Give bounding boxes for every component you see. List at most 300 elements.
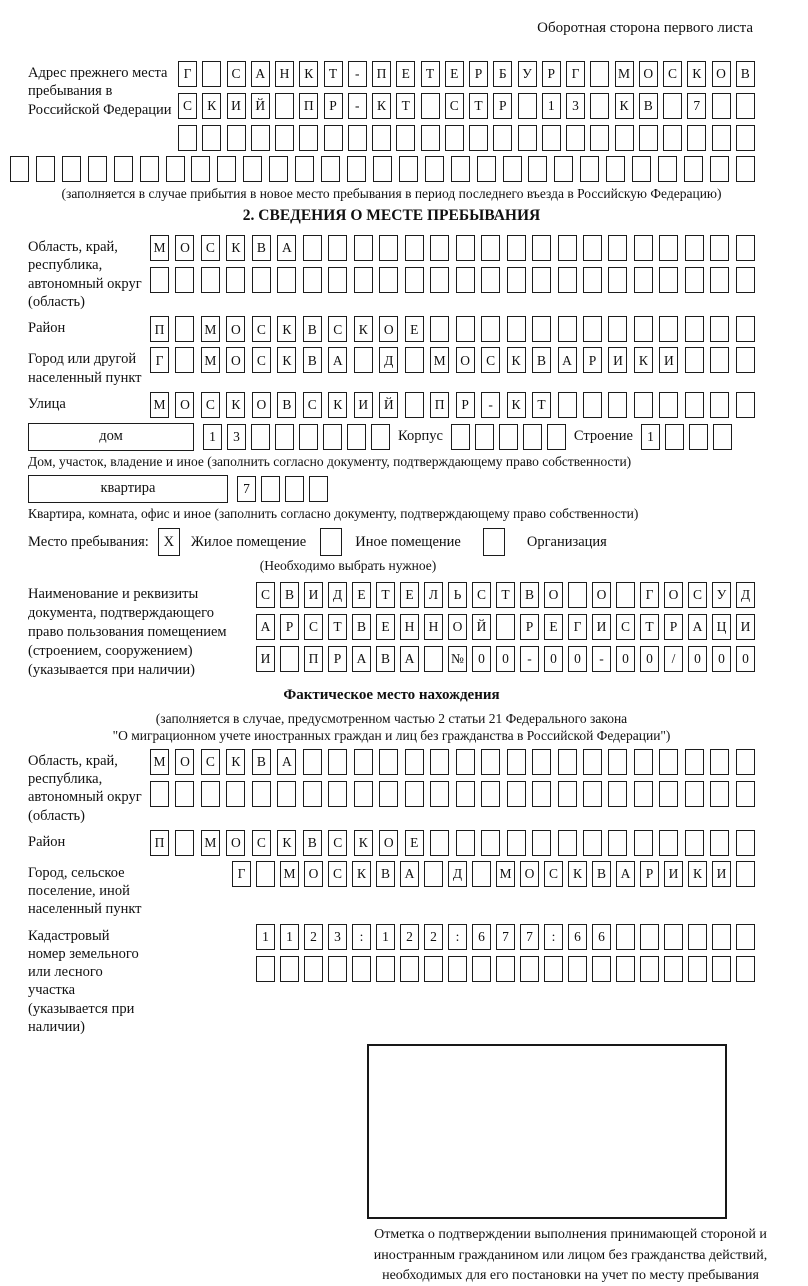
- char-cell[interactable]: В: [303, 830, 322, 856]
- char-cell[interactable]: М: [201, 830, 220, 856]
- char-cell[interactable]: [544, 956, 563, 982]
- char-cell[interactable]: О: [226, 830, 245, 856]
- char-cell[interactable]: [558, 235, 577, 261]
- char-cell[interactable]: [400, 956, 419, 982]
- char-cell[interactable]: [304, 956, 323, 982]
- char-cell[interactable]: [354, 267, 373, 293]
- char-cell[interactable]: П: [150, 830, 169, 856]
- char-cell[interactable]: [275, 93, 294, 119]
- char-cell[interactable]: П: [430, 392, 449, 418]
- char-cell[interactable]: [736, 749, 755, 775]
- char-cell[interactable]: [430, 316, 449, 342]
- char-cell[interactable]: С: [445, 93, 464, 119]
- char-cell[interactable]: Г: [178, 61, 197, 87]
- char-cell[interactable]: [379, 267, 398, 293]
- char-cell[interactable]: [685, 392, 704, 418]
- char-cell[interactable]: Е: [352, 582, 371, 608]
- char-cell[interactable]: [303, 267, 322, 293]
- char-cell[interactable]: [275, 125, 294, 151]
- char-cell[interactable]: [583, 267, 602, 293]
- char-cell[interactable]: И: [659, 347, 678, 373]
- char-cell[interactable]: [430, 830, 449, 856]
- char-cell[interactable]: [688, 956, 707, 982]
- char-cell[interactable]: Р: [324, 93, 343, 119]
- char-cell[interactable]: О: [448, 614, 467, 640]
- char-cell[interactable]: Т: [532, 392, 551, 418]
- char-cell[interactable]: [687, 125, 706, 151]
- char-cell[interactable]: Г: [568, 614, 587, 640]
- char-cell[interactable]: У: [712, 582, 731, 608]
- char-cell[interactable]: Е: [445, 61, 464, 87]
- char-cell[interactable]: :: [448, 924, 467, 950]
- char-cell[interactable]: [376, 956, 395, 982]
- char-cell[interactable]: [558, 830, 577, 856]
- char-cell[interactable]: [256, 861, 275, 887]
- char-cell[interactable]: :: [544, 924, 563, 950]
- char-cell[interactable]: [608, 267, 627, 293]
- char-cell[interactable]: [303, 749, 322, 775]
- char-cell[interactable]: [507, 267, 526, 293]
- char-cell[interactable]: К: [226, 392, 245, 418]
- char-cell[interactable]: И: [608, 347, 627, 373]
- char-cell[interactable]: [451, 156, 470, 182]
- char-cell[interactable]: К: [634, 347, 653, 373]
- char-cell[interactable]: [685, 316, 704, 342]
- char-cell[interactable]: О: [175, 235, 194, 261]
- char-cell[interactable]: [328, 267, 347, 293]
- char-cell[interactable]: С: [688, 582, 707, 608]
- char-cell[interactable]: [496, 614, 515, 640]
- char-cell[interactable]: [114, 156, 133, 182]
- char-cell[interactable]: К: [352, 861, 371, 887]
- char-cell[interactable]: [323, 424, 342, 450]
- char-cell[interactable]: [736, 392, 755, 418]
- char-cell[interactable]: О: [379, 316, 398, 342]
- char-cell[interactable]: [659, 749, 678, 775]
- char-cell[interactable]: С: [328, 830, 347, 856]
- char-cell[interactable]: [252, 267, 271, 293]
- char-cell[interactable]: [405, 781, 424, 807]
- char-cell[interactable]: [684, 156, 703, 182]
- char-cell[interactable]: 2: [304, 924, 323, 950]
- char-cell[interactable]: Е: [400, 582, 419, 608]
- char-cell[interactable]: [736, 156, 755, 182]
- char-cell[interactable]: [658, 156, 677, 182]
- char-cell[interactable]: 0: [688, 646, 707, 672]
- char-cell[interactable]: В: [639, 93, 658, 119]
- char-cell[interactable]: Д: [736, 582, 755, 608]
- char-cell[interactable]: С: [178, 93, 197, 119]
- char-cell[interactable]: [251, 424, 270, 450]
- char-cell[interactable]: М: [150, 392, 169, 418]
- char-cell[interactable]: Л: [424, 582, 443, 608]
- char-cell[interactable]: [175, 781, 194, 807]
- char-cell[interactable]: [606, 156, 625, 182]
- char-cell[interactable]: Р: [280, 614, 299, 640]
- char-cell[interactable]: [280, 956, 299, 982]
- char-cell[interactable]: Т: [376, 582, 395, 608]
- char-cell[interactable]: [547, 424, 566, 450]
- char-cell[interactable]: [664, 956, 683, 982]
- char-cell[interactable]: [634, 781, 653, 807]
- char-cell[interactable]: [736, 956, 755, 982]
- char-cell[interactable]: К: [507, 347, 526, 373]
- char-cell[interactable]: Н: [400, 614, 419, 640]
- char-cell[interactable]: [328, 956, 347, 982]
- char-cell[interactable]: [481, 830, 500, 856]
- char-cell[interactable]: О: [544, 582, 563, 608]
- char-cell[interactable]: [507, 749, 526, 775]
- char-cell[interactable]: К: [687, 61, 706, 87]
- char-cell[interactable]: Г: [232, 861, 251, 887]
- char-cell[interactable]: [421, 125, 440, 151]
- char-cell[interactable]: [640, 956, 659, 982]
- char-cell[interactable]: А: [400, 861, 419, 887]
- char-cell[interactable]: В: [376, 861, 395, 887]
- char-cell[interactable]: [430, 267, 449, 293]
- char-cell[interactable]: [710, 392, 729, 418]
- char-cell[interactable]: В: [736, 61, 755, 87]
- char-cell[interactable]: Р: [456, 392, 475, 418]
- char-cell[interactable]: А: [688, 614, 707, 640]
- char-cell[interactable]: [405, 235, 424, 261]
- char-cell[interactable]: [583, 781, 602, 807]
- char-cell[interactable]: С: [201, 749, 220, 775]
- char-cell[interactable]: [493, 125, 512, 151]
- char-cell[interactable]: [166, 156, 185, 182]
- char-cell[interactable]: О: [712, 61, 731, 87]
- char-cell[interactable]: [303, 781, 322, 807]
- char-cell[interactable]: П: [299, 93, 318, 119]
- char-cell[interactable]: В: [277, 392, 296, 418]
- char-cell[interactable]: И: [664, 861, 683, 887]
- char-cell[interactable]: Д: [379, 347, 398, 373]
- char-cell[interactable]: [518, 93, 537, 119]
- char-cell[interactable]: [373, 156, 392, 182]
- char-cell[interactable]: 1: [376, 924, 395, 950]
- char-cell[interactable]: 1: [203, 424, 222, 450]
- char-cell[interactable]: [736, 235, 755, 261]
- char-cell[interactable]: М: [496, 861, 515, 887]
- char-cell[interactable]: Й: [251, 93, 270, 119]
- char-cell[interactable]: Н: [275, 61, 294, 87]
- char-cell[interactable]: [736, 267, 755, 293]
- char-cell[interactable]: У: [518, 61, 537, 87]
- char-cell[interactable]: [532, 749, 551, 775]
- char-cell[interactable]: К: [372, 93, 391, 119]
- char-cell[interactable]: [663, 125, 682, 151]
- char-cell[interactable]: К: [202, 93, 221, 119]
- char-cell[interactable]: [634, 749, 653, 775]
- char-cell[interactable]: [736, 830, 755, 856]
- char-cell[interactable]: А: [256, 614, 275, 640]
- char-cell[interactable]: М: [201, 316, 220, 342]
- char-cell[interactable]: [405, 749, 424, 775]
- char-cell[interactable]: В: [520, 582, 539, 608]
- char-cell[interactable]: [36, 156, 55, 182]
- char-cell[interactable]: [481, 235, 500, 261]
- char-cell[interactable]: К: [277, 830, 296, 856]
- char-cell[interactable]: В: [252, 235, 271, 261]
- char-cell[interactable]: С: [303, 392, 322, 418]
- char-cell[interactable]: [566, 125, 585, 151]
- char-cell[interactable]: [710, 749, 729, 775]
- char-cell[interactable]: [583, 392, 602, 418]
- char-cell[interactable]: [299, 424, 318, 450]
- char-cell[interactable]: [321, 156, 340, 182]
- char-cell[interactable]: :: [352, 924, 371, 950]
- char-cell[interactable]: 2: [400, 924, 419, 950]
- char-cell[interactable]: [580, 156, 599, 182]
- char-cell[interactable]: С: [616, 614, 635, 640]
- char-cell[interactable]: С: [252, 316, 271, 342]
- char-cell[interactable]: [354, 235, 373, 261]
- char-cell[interactable]: [150, 267, 169, 293]
- char-cell[interactable]: О: [520, 861, 539, 887]
- char-cell[interactable]: [396, 125, 415, 151]
- char-cell[interactable]: Ь: [448, 582, 467, 608]
- char-cell[interactable]: [227, 125, 246, 151]
- char-cell[interactable]: -: [481, 392, 500, 418]
- char-cell[interactable]: [634, 392, 653, 418]
- char-cell[interactable]: №: [448, 646, 467, 672]
- char-cell[interactable]: А: [352, 646, 371, 672]
- char-cell[interactable]: [640, 924, 659, 950]
- char-cell[interactable]: [481, 781, 500, 807]
- char-cell[interactable]: [558, 749, 577, 775]
- char-cell[interactable]: 0: [616, 646, 635, 672]
- char-cell[interactable]: А: [400, 646, 419, 672]
- char-cell[interactable]: Т: [421, 61, 440, 87]
- char-cell[interactable]: С: [663, 61, 682, 87]
- char-cell[interactable]: [88, 156, 107, 182]
- char-cell[interactable]: [558, 316, 577, 342]
- char-cell[interactable]: [354, 781, 373, 807]
- char-cell[interactable]: [558, 267, 577, 293]
- char-cell[interactable]: 2: [424, 924, 443, 950]
- char-cell[interactable]: И: [712, 861, 731, 887]
- char-cell[interactable]: С: [227, 61, 246, 87]
- char-cell[interactable]: Е: [544, 614, 563, 640]
- char-cell[interactable]: Ц: [712, 614, 731, 640]
- char-cell[interactable]: О: [304, 861, 323, 887]
- char-cell[interactable]: [379, 235, 398, 261]
- char-cell[interactable]: Д: [328, 582, 347, 608]
- char-cell[interactable]: [710, 235, 729, 261]
- char-cell[interactable]: О: [379, 830, 398, 856]
- char-cell[interactable]: [532, 781, 551, 807]
- char-cell[interactable]: [456, 749, 475, 775]
- char-cell[interactable]: [202, 61, 221, 87]
- char-cell[interactable]: Т: [469, 93, 488, 119]
- char-cell[interactable]: 0: [640, 646, 659, 672]
- char-cell[interactable]: О: [252, 392, 271, 418]
- char-cell[interactable]: Г: [566, 61, 585, 87]
- char-cell[interactable]: А: [277, 235, 296, 261]
- char-cell[interactable]: [634, 235, 653, 261]
- char-cell[interactable]: [191, 156, 210, 182]
- char-cell[interactable]: [507, 235, 526, 261]
- char-cell[interactable]: [712, 956, 731, 982]
- char-cell[interactable]: В: [532, 347, 551, 373]
- char-cell[interactable]: 0: [544, 646, 563, 672]
- char-cell[interactable]: К: [277, 316, 296, 342]
- char-cell[interactable]: [736, 316, 755, 342]
- char-cell[interactable]: 0: [736, 646, 755, 672]
- char-cell[interactable]: [456, 781, 475, 807]
- char-cell[interactable]: [736, 924, 755, 950]
- char-cell[interactable]: Т: [640, 614, 659, 640]
- char-cell[interactable]: [175, 267, 194, 293]
- char-cell[interactable]: [372, 125, 391, 151]
- char-cell[interactable]: [496, 956, 515, 982]
- char-cell[interactable]: О: [592, 582, 611, 608]
- char-cell[interactable]: [532, 267, 551, 293]
- char-cell[interactable]: [518, 125, 537, 151]
- char-cell[interactable]: 1: [542, 93, 561, 119]
- char-cell[interactable]: 0: [472, 646, 491, 672]
- char-cell[interactable]: [354, 749, 373, 775]
- char-cell[interactable]: П: [372, 61, 391, 87]
- char-cell[interactable]: 3: [227, 424, 246, 450]
- char-cell[interactable]: [354, 347, 373, 373]
- house-type-box[interactable]: дом: [28, 423, 194, 451]
- char-cell[interactable]: [150, 781, 169, 807]
- char-cell[interactable]: Д: [448, 861, 467, 887]
- char-cell[interactable]: И: [304, 582, 323, 608]
- char-cell[interactable]: [348, 125, 367, 151]
- char-cell[interactable]: [685, 267, 704, 293]
- char-cell[interactable]: [710, 316, 729, 342]
- char-cell[interactable]: М: [615, 61, 634, 87]
- char-cell[interactable]: [280, 646, 299, 672]
- char-cell[interactable]: Т: [496, 582, 515, 608]
- char-cell[interactable]: [285, 476, 304, 502]
- char-cell[interactable]: 0: [568, 646, 587, 672]
- char-cell[interactable]: П: [304, 646, 323, 672]
- char-cell[interactable]: Р: [542, 61, 561, 87]
- char-cell[interactable]: 7: [237, 476, 256, 502]
- char-cell[interactable]: 3: [566, 93, 585, 119]
- char-cell[interactable]: [201, 267, 220, 293]
- char-cell[interactable]: И: [227, 93, 246, 119]
- char-cell[interactable]: А: [616, 861, 635, 887]
- char-cell[interactable]: [558, 781, 577, 807]
- char-cell[interactable]: [371, 424, 390, 450]
- char-cell[interactable]: [469, 125, 488, 151]
- char-cell[interactable]: 1: [641, 424, 660, 450]
- char-cell[interactable]: [685, 235, 704, 261]
- char-cell[interactable]: С: [201, 235, 220, 261]
- char-cell[interactable]: М: [430, 347, 449, 373]
- char-cell[interactable]: [217, 156, 236, 182]
- char-cell[interactable]: [202, 125, 221, 151]
- char-cell[interactable]: А: [251, 61, 270, 87]
- char-cell[interactable]: [659, 392, 678, 418]
- char-cell[interactable]: [608, 235, 627, 261]
- char-cell[interactable]: 7: [687, 93, 706, 119]
- char-cell[interactable]: [659, 781, 678, 807]
- char-cell[interactable]: Е: [376, 614, 395, 640]
- char-cell[interactable]: А: [277, 749, 296, 775]
- char-cell[interactable]: [472, 861, 491, 887]
- char-cell[interactable]: [399, 156, 418, 182]
- char-cell[interactable]: [472, 956, 491, 982]
- char-cell[interactable]: [507, 830, 526, 856]
- char-cell[interactable]: [710, 156, 729, 182]
- stay-type-checkbox-other[interactable]: [320, 528, 342, 556]
- char-cell[interactable]: К: [354, 316, 373, 342]
- char-cell[interactable]: В: [252, 749, 271, 775]
- char-cell[interactable]: И: [736, 614, 755, 640]
- char-cell[interactable]: В: [592, 861, 611, 887]
- char-cell[interactable]: [405, 267, 424, 293]
- char-cell[interactable]: 1: [256, 924, 275, 950]
- char-cell[interactable]: [347, 156, 366, 182]
- char-cell[interactable]: К: [226, 235, 245, 261]
- char-cell[interactable]: [140, 156, 159, 182]
- apartment-type-box[interactable]: квартира: [28, 475, 228, 503]
- char-cell[interactable]: [590, 125, 609, 151]
- char-cell[interactable]: [275, 424, 294, 450]
- char-cell[interactable]: О: [175, 392, 194, 418]
- char-cell[interactable]: [523, 424, 542, 450]
- char-cell[interactable]: [532, 235, 551, 261]
- char-cell[interactable]: Е: [396, 61, 415, 87]
- char-cell[interactable]: [424, 646, 443, 672]
- char-cell[interactable]: С: [328, 861, 347, 887]
- char-cell[interactable]: [615, 125, 634, 151]
- char-cell[interactable]: Й: [379, 392, 398, 418]
- char-cell[interactable]: О: [664, 582, 683, 608]
- char-cell[interactable]: [475, 424, 494, 450]
- char-cell[interactable]: [448, 956, 467, 982]
- char-cell[interactable]: [499, 424, 518, 450]
- char-cell[interactable]: Н: [424, 614, 443, 640]
- char-cell[interactable]: [616, 582, 635, 608]
- char-cell[interactable]: М: [150, 235, 169, 261]
- char-cell[interactable]: [634, 267, 653, 293]
- char-cell[interactable]: [736, 93, 755, 119]
- char-cell[interactable]: М: [150, 749, 169, 775]
- char-cell[interactable]: В: [303, 316, 322, 342]
- char-cell[interactable]: [532, 316, 551, 342]
- char-cell[interactable]: [713, 424, 732, 450]
- stay-type-checkbox-residential[interactable]: X: [158, 528, 180, 556]
- char-cell[interactable]: С: [252, 347, 271, 373]
- char-cell[interactable]: [520, 956, 539, 982]
- char-cell[interactable]: [685, 347, 704, 373]
- char-cell[interactable]: К: [328, 392, 347, 418]
- stay-type-checkbox-organization[interactable]: [483, 528, 505, 556]
- char-cell[interactable]: [405, 392, 424, 418]
- char-cell[interactable]: Р: [493, 93, 512, 119]
- char-cell[interactable]: Р: [328, 646, 347, 672]
- char-cell[interactable]: 6: [568, 924, 587, 950]
- char-cell[interactable]: С: [304, 614, 323, 640]
- char-cell[interactable]: [430, 235, 449, 261]
- char-cell[interactable]: Е: [405, 830, 424, 856]
- char-cell[interactable]: О: [226, 347, 245, 373]
- char-cell[interactable]: [528, 156, 547, 182]
- char-cell[interactable]: [178, 125, 197, 151]
- char-cell[interactable]: С: [544, 861, 563, 887]
- char-cell[interactable]: В: [303, 347, 322, 373]
- char-cell[interactable]: К: [615, 93, 634, 119]
- char-cell[interactable]: [710, 830, 729, 856]
- char-cell[interactable]: [421, 93, 440, 119]
- char-cell[interactable]: [616, 924, 635, 950]
